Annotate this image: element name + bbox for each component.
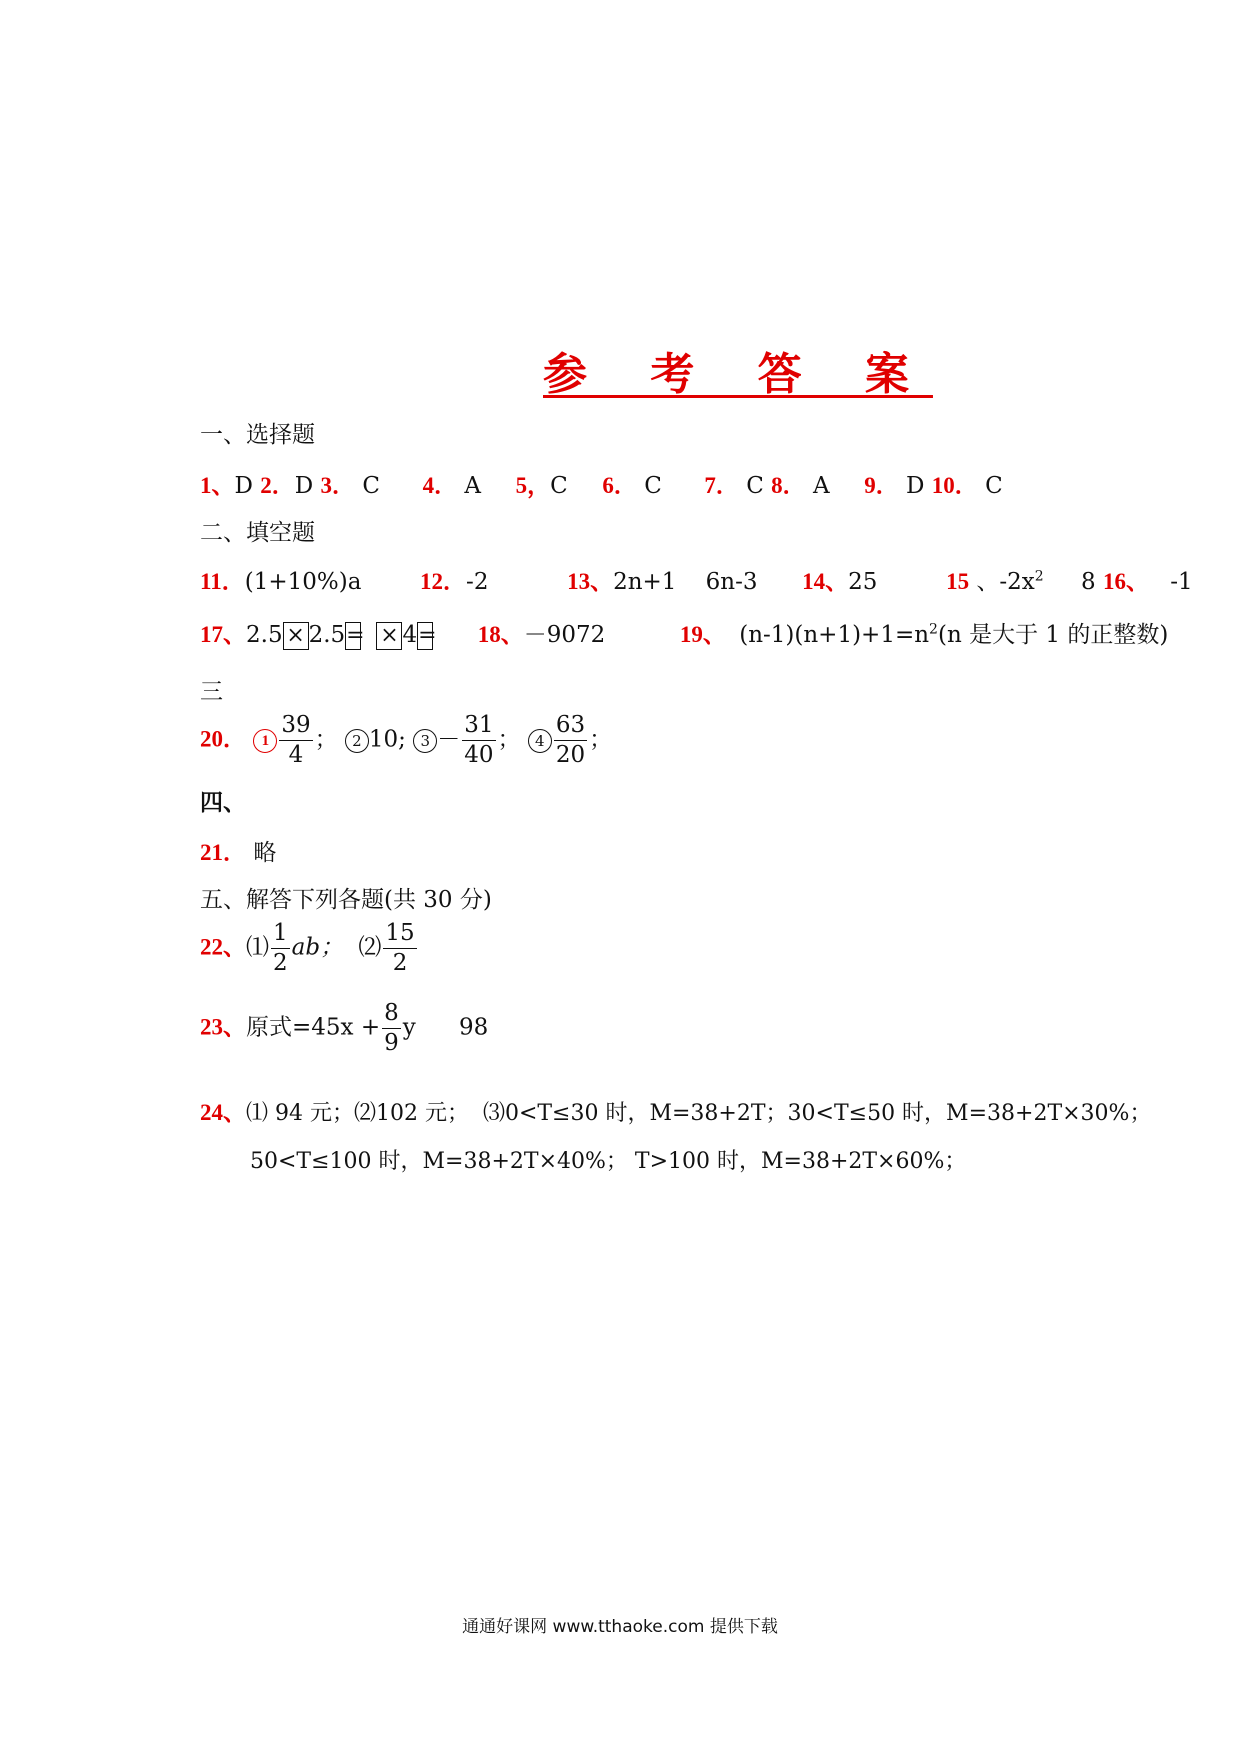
q22-fraction-1 (271, 922, 290, 975)
q11-number: 11． (200, 569, 245, 594)
q15-answer: 、-2x (976, 569, 1035, 595)
q4-number: 4． (422, 473, 458, 498)
footer-credit: 通通好课网 www.tthaoke.com 提供下载 (462, 1617, 778, 1637)
q20-row (200, 714, 612, 767)
q16-number: 16、 (1102, 569, 1149, 594)
q20-separator: ； (314, 726, 338, 753)
q23-value: 98 (459, 1014, 489, 1041)
q1-answer: D (234, 473, 253, 499)
q19-exponent: 2 (929, 621, 938, 638)
q22-variables: ab； (291, 934, 344, 961)
q20-number: 20． (200, 726, 246, 752)
q20-fraction-1 (279, 714, 312, 767)
q20-f4-numerator: 63 (554, 714, 587, 741)
q14-number: 14、 (802, 569, 849, 594)
q20-separator-3: ； (589, 726, 613, 753)
q6-number: 6． (602, 473, 637, 498)
page-title: 参 考 答 案 (543, 349, 933, 400)
q20-f4-denominator: 20 (555, 742, 586, 768)
q17-box-equals-2: = (418, 623, 437, 648)
circled-4-icon: 4 (528, 729, 552, 753)
choice-answers-row (200, 467, 1003, 500)
q17-box-times-2: × (376, 622, 402, 650)
q24-line-2: 50<T≤100 时，M=38+2T×40%； T>100 时，M=38+2T×60%； (250, 1149, 967, 1174)
q17-value-a: 2.5 (246, 622, 283, 648)
q5-answer: C (550, 473, 568, 499)
q24-line-1 (200, 1094, 1151, 1127)
q13-answer: 2n+1 6n-3 (613, 569, 758, 595)
q22-f2-numerator: 15 (383, 922, 416, 949)
q8-number: 8． (771, 473, 806, 498)
q19-number: 19、 (679, 622, 726, 647)
q19-answer-note: (n 是大于 1 的正整数) (937, 622, 1169, 648)
q2-number: 2． (260, 473, 295, 498)
q12-answer: -2 (466, 569, 489, 595)
q3-answer: C (362, 473, 380, 499)
fill-row-2 (200, 616, 1168, 650)
q6-answer: C (644, 473, 662, 499)
circled-1-icon: 1 (253, 729, 277, 753)
q15-number: 15 (946, 569, 970, 594)
q13-number: 13、 (567, 569, 614, 594)
q20-fraction-4 (554, 714, 587, 767)
q1-number: 1、 (200, 473, 235, 498)
q7-answer: C (746, 473, 764, 499)
q3-number: 3． (320, 473, 356, 498)
fill-row-1 (200, 563, 1193, 596)
q20-f1-denominator: 4 (288, 742, 304, 768)
section-heading-5: 五、解答下列各题(共 30 分) (200, 887, 492, 913)
q22-number: 22、 (200, 934, 246, 960)
q23-row (200, 1002, 488, 1055)
q18-number: 18、 (477, 622, 524, 647)
q21-answer: 略 (253, 840, 277, 866)
section-heading-fill: 二、填空题 (200, 520, 315, 546)
q20-f3-denominator: 40 (464, 742, 494, 768)
q2-answer: D (294, 473, 314, 499)
q20-fraction-3 (462, 714, 495, 767)
q22-f1-denominator: 2 (273, 950, 288, 976)
q21-row (200, 834, 276, 867)
q23-f-numerator: 8 (382, 1002, 401, 1029)
section-heading-3: 三 (200, 679, 223, 705)
q10-answer: C (985, 473, 1003, 499)
q20-minus: － (437, 726, 461, 753)
q12-number: 12． (420, 569, 467, 594)
q8-answer: A (812, 473, 830, 499)
q22-part-1-label: ⑴ (246, 934, 269, 961)
q15-exponent: 2 (1034, 568, 1044, 585)
q23-number: 23、 (200, 1014, 246, 1040)
q20-separator-2: ； (497, 726, 521, 753)
q20-part-2: 10; (368, 726, 406, 753)
q14-answer: 25 (848, 569, 878, 595)
q22-f2-denominator: 2 (392, 950, 408, 976)
q20-f1-numerator: 39 (279, 714, 312, 741)
q23-variable: y (402, 1014, 416, 1041)
q20-f3-numerator: 31 (462, 714, 495, 741)
q22-part-2-label: ⑵ (358, 934, 382, 961)
section-heading-choice: 一、选择题 (200, 422, 315, 448)
section-heading-4 (200, 784, 246, 817)
q4-answer: A (464, 473, 482, 499)
q17-box-equals-1: = (346, 623, 365, 648)
q17-number: 17、 (200, 622, 246, 647)
q23-expression: 原式=45x + (246, 1014, 381, 1041)
q16-answer: -1 (1170, 569, 1193, 595)
q9-answer: D (906, 473, 925, 499)
q24-answer-line-1: ⑴ 94 元；⑵102 元； ⑶0<T≤30 时，M=38+2T；30<T≤50 时，M=38+2T×30%； (246, 1101, 1152, 1126)
q19-answer: (n-1)(n+1)+1=n (739, 622, 930, 648)
q18-answer: －9072 (523, 622, 606, 648)
q24-number: 24、 (200, 1100, 246, 1125)
q17-value-b: 2.5 (308, 622, 346, 648)
q11-answer: (1+10%)a (244, 569, 362, 595)
circled-3-icon: 3 (413, 729, 437, 753)
q17-value-c: 4 (402, 622, 418, 648)
q10-number: 10． (931, 473, 978, 498)
q21-number: 21． (200, 840, 246, 865)
q22-f1-numerator: 1 (271, 922, 290, 949)
q17-box-times-1: × (283, 622, 309, 650)
q22-row (200, 922, 419, 975)
q22-fraction-2 (383, 922, 416, 975)
q23-fraction (382, 1002, 401, 1055)
q5-number: 5， (515, 473, 551, 498)
circled-2-icon: 2 (345, 729, 369, 753)
q15-answer-value: 8 (1081, 569, 1096, 595)
q9-number: 9． (864, 473, 899, 498)
q7-number: 7． (704, 473, 739, 498)
q23-f-denominator: 9 (384, 1030, 399, 1056)
section-heading-4-text: 四、 (200, 790, 246, 816)
